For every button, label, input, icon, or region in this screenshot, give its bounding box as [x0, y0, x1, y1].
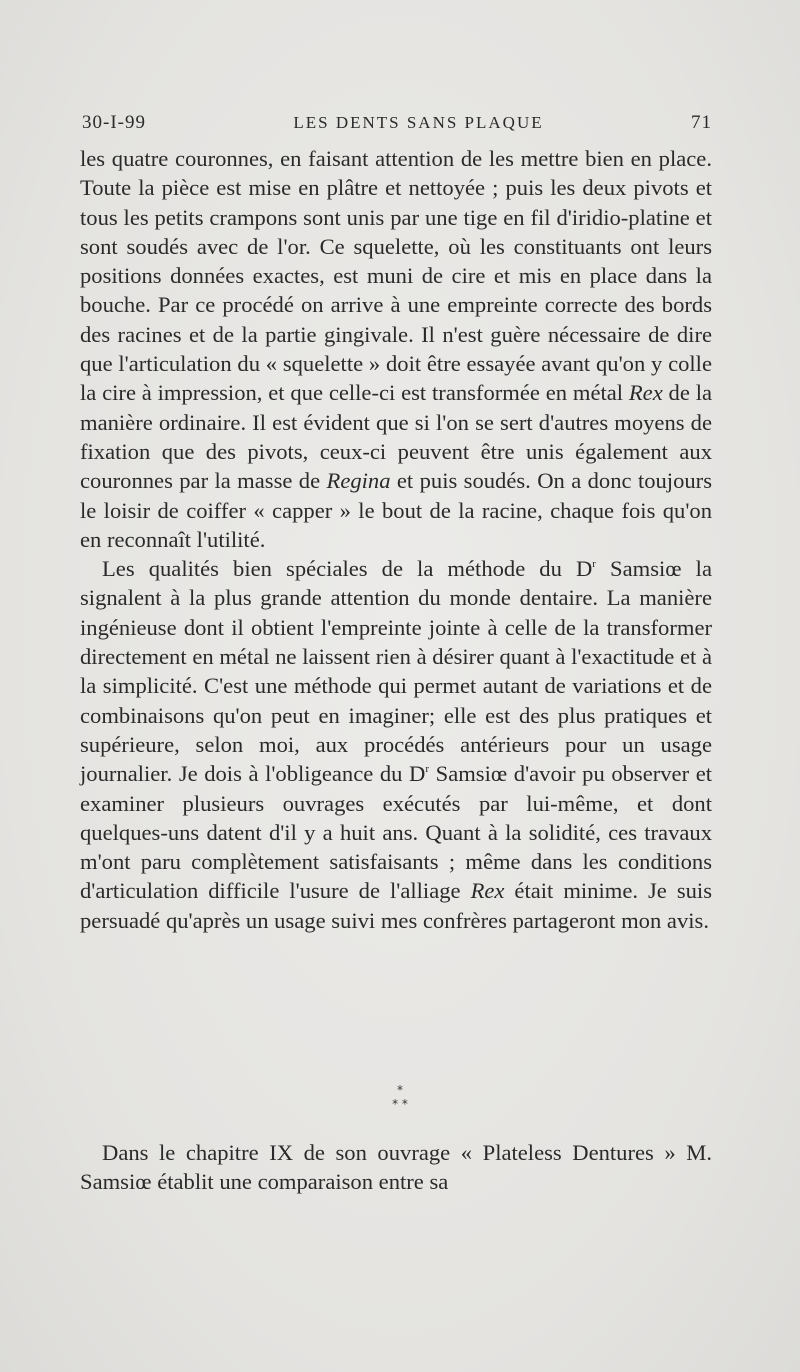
paragraph-1 — [80, 144, 712, 554]
header-title: LES DENTS SANS PLAQUE — [293, 113, 544, 132]
regina-term: Regina — [326, 468, 391, 494]
paragraph-1-text-b: de la manière ordinaire. Il est évident que si l'on se sert d'autres moyens de fixation que des pivots, ceux-ci peuvent être unis également aux couronnes par la masse de — [80, 380, 712, 494]
paragraph-3: Dans le chapitre IX de son ouvrage « Plateless Dentures » M. Samsiœ établit une comparaison entre sa — [80, 1140, 712, 1195]
paragraph-1-text-c: et puis soudés. On a donc toujours le loisir de coiffer « capper » le bout de la racine, chaque fois qu'on en reconnaît l'utilité. — [80, 468, 712, 552]
rex-term: Rex — [470, 878, 505, 904]
paragraph-2-text-b: Samsiœ la signalent à la plus grande attention du monde dentaire. La manière ingénieuse dont il obtient l'empreinte jointe à celle de la transformer directement en métal ne laissent rien à désirer quant à l'exactitude et à la simplicité. C'est une méthode qui permet autant de variations et de combinaisons qu'on peut en imaginer; elle est des plus pratiques et supérieure, selon moi, aux procédés antérieurs pour un usage journalier. Je dois à l'obligeance du D — [80, 556, 712, 787]
running-header — [82, 112, 712, 134]
doctor-superscript: r — [592, 558, 596, 571]
paragraph-2 — [80, 554, 712, 935]
section-separator — [0, 1083, 800, 1111]
page-body-continued — [80, 1138, 712, 1197]
rex-term: Rex — [628, 380, 663, 406]
page-number: 71 — [690, 112, 712, 133]
paragraph-2-text-d: était minime. Je suis persuadé qu'après un usage suivi mes confrères partageront mon avis. — [80, 878, 712, 933]
separator-stars-bottom: * * — [392, 1097, 408, 1111]
paragraph-2-text-a: Les qualités bien spéciales de la méthode du D — [102, 556, 593, 582]
doctor-superscript: r — [425, 763, 430, 776]
paragraph-2-text-c: Samsiœ d'avoir pu observer et examiner plusieurs ouvrages exécutés par lui-même, et dont quelques-uns datent d'il y a huit ans. Quant à la solidité, ces travaux m'ont paru complètement satisfaisants ; même dans les conditions d'articulation difficile l'usure de l'alliage — [80, 761, 713, 904]
separator-star-top: * — [397, 1083, 403, 1097]
paragraph-1-text-a: les quatre couronnes, en faisant attention de les mettre bien en place. Toute la pièce est mise en plâtre et nettoyée ; puis les deux pivots et tous les petits crampons sont unis par une tige en fil d'iridio-platine et sont soudés avec de l'or. Ce squelette, où les constituants ont leurs positions données exactes, est muni de cire et mis en place dans la bouche. Par ce procédé on arrive à une empreinte correcte des bords des racines et de la partie gingivale. Il n'est guère nécessaire de dire que l'articulation du « squelette » doit être essayée avant qu'on y colle la cire à impression, et que celle-ci est transformée en métal — [80, 146, 712, 406]
header-date: 30-I-99 — [82, 112, 146, 133]
page-body — [80, 144, 712, 935]
